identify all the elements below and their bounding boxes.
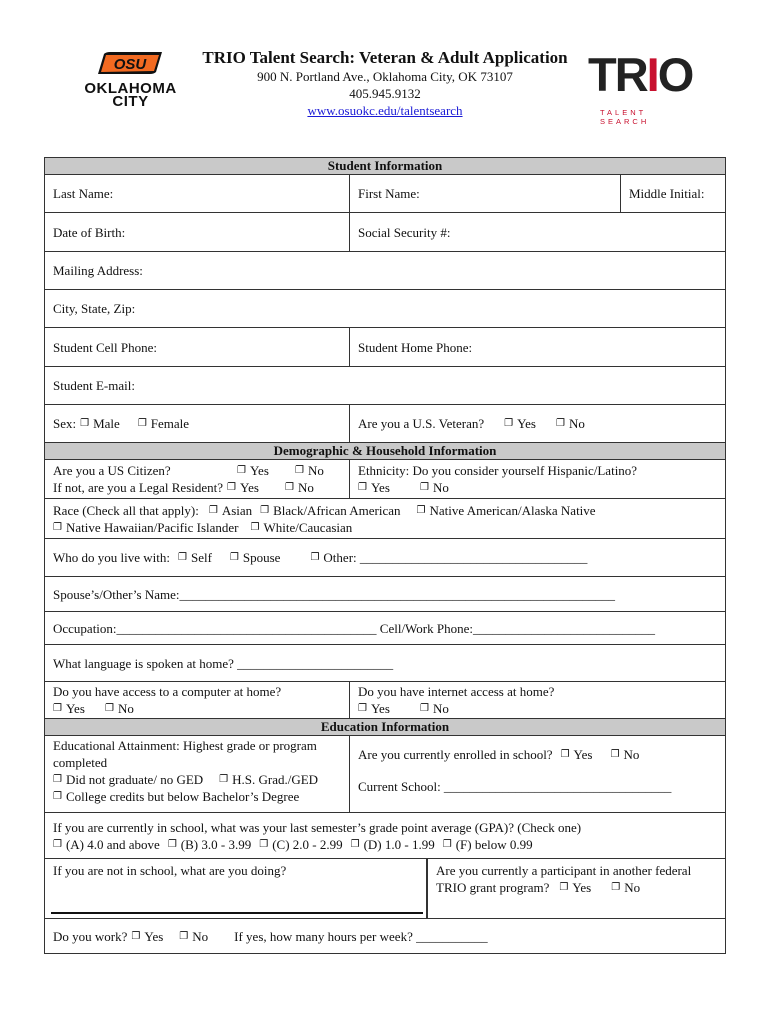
- veteran-no-label: No: [568, 416, 585, 431]
- gpa-a-option[interactable]: [53, 836, 160, 853]
- citizen-yes-option[interactable]: [237, 462, 295, 479]
- gpa-cell: [45, 813, 725, 858]
- race-hawaiian-label: Native Hawaiian/Pacific Islander: [65, 519, 239, 535]
- computer-yes-label: Yes: [65, 701, 85, 716]
- sex-label: Sex:: [53, 416, 77, 431]
- race-hawaiian-option[interactable]: [53, 519, 239, 536]
- spouse-name-field[interactable]: [45, 577, 725, 611]
- checkbox-icon[interactable]: ❐: [260, 504, 270, 516]
- ssn-field[interactable]: [350, 213, 725, 251]
- college-credits-label: College credits but below Bachelor’s Degree: [65, 789, 300, 804]
- race-white-option[interactable]: [251, 519, 353, 536]
- computer-yes-option[interactable]: [53, 700, 105, 717]
- dob-label: Date of Birth:: [53, 224, 126, 240]
- application-form: [44, 157, 726, 954]
- gpa-d-label: (D) 1.0 - 1.99: [363, 836, 435, 852]
- checkbox-icon[interactable]: ❐: [350, 838, 360, 850]
- attainment-question-line-2: completed: [53, 755, 108, 770]
- first-name-label: First Name:: [358, 186, 420, 201]
- gpa-row: [45, 813, 725, 859]
- race-asian-label: Asian: [221, 502, 253, 518]
- trio-letter-o: O: [657, 48, 693, 101]
- not-in-school-question: If you are not in school, what are you doing?: [53, 863, 287, 878]
- live-with-cell: [45, 539, 725, 576]
- attainment-row: [45, 736, 725, 813]
- veteran-yes-option[interactable]: [504, 415, 536, 432]
- internet-question: Do you have internet access at home?: [358, 684, 555, 699]
- hs-grad-option[interactable]: [219, 771, 318, 788]
- did-not-graduate-label: Did not graduate/ no GED: [65, 772, 204, 787]
- checkbox-icon[interactable]: ❐: [259, 838, 269, 850]
- mailing-row: [45, 252, 725, 290]
- osu-mark-text: OSU: [113, 56, 147, 73]
- attainment-question-line-1: Educational Attainment: Highest grade or program: [53, 738, 317, 753]
- race-asian-option[interactable]: [209, 502, 252, 519]
- citizen-row: [45, 460, 725, 499]
- spouse-name-row: [45, 577, 725, 612]
- citizen-cell: [45, 460, 350, 498]
- live-other-option[interactable]: [310, 549, 587, 566]
- dob-ssn-row: [45, 213, 725, 252]
- work-row: [45, 919, 725, 953]
- checkbox-icon[interactable]: ❐: [250, 521, 260, 533]
- middle-initial-label: Middle Initial:: [629, 186, 705, 201]
- checkbox-icon[interactable]: ❐: [53, 791, 62, 802]
- did-not-graduate-option[interactable]: [53, 771, 203, 788]
- checkbox-icon[interactable]: ❐: [504, 418, 514, 429]
- ethnicity-no-option[interactable]: [420, 479, 449, 496]
- sex-veteran-row: [45, 405, 725, 443]
- language-row: [45, 645, 725, 682]
- checkbox-icon[interactable]: ❐: [556, 418, 565, 429]
- gpa-c-label: (C) 2.0 - 2.99: [272, 836, 343, 852]
- work-yes-label: Yes: [144, 928, 164, 944]
- internet-yes-option[interactable]: [358, 700, 420, 717]
- race-label: Race (Check all that apply):: [53, 502, 199, 518]
- page-title: TRIO Talent Search: Veteran & Adult Application: [202, 48, 568, 67]
- race-black-label: Black/African American: [273, 502, 401, 518]
- not-in-school-cell: [45, 859, 427, 918]
- checkbox-icon[interactable]: ❐: [167, 838, 177, 850]
- cell-phone-label: Student Cell Phone:: [53, 339, 157, 355]
- phone-row: [45, 328, 725, 367]
- ethnicity-cell: [350, 460, 725, 498]
- osu-city-line-1: OKLAHOMA: [84, 80, 177, 97]
- occupation-label: Occupation:________________________________________ Cell/Work Phone:____________________________: [53, 620, 655, 636]
- gpa-c-option[interactable]: [259, 836, 342, 853]
- ethnicity-no-label: No: [432, 480, 449, 495]
- resident-question: If not, are you a Legal Resident?: [53, 480, 224, 495]
- computer-cell: [45, 682, 350, 718]
- last-name-label: Last Name:: [53, 186, 114, 201]
- veteran-cell: [350, 405, 725, 442]
- checkbox-icon[interactable]: ❐: [237, 465, 246, 476]
- live-spouse-option[interactable]: [230, 549, 281, 566]
- education-header: Education Information: [45, 719, 725, 736]
- citizen-yes-label: Yes: [249, 463, 269, 478]
- checkbox-icon[interactable]: ❐: [358, 482, 367, 493]
- checkbox-icon[interactable]: ❐: [611, 882, 621, 893]
- gpa-question: If you are currently in school, what was your last semester’s grade point average (GPA)? (Check one): [53, 819, 582, 835]
- email-row: [45, 367, 725, 405]
- checkbox-icon[interactable]: ❐: [310, 552, 320, 563]
- enrolled-cell: [350, 736, 725, 812]
- language-field[interactable]: [45, 645, 725, 681]
- header-address: 900 N. Portland Ave., Oklahoma City, OK 73107: [257, 69, 513, 84]
- internet-no-option[interactable]: [420, 700, 449, 717]
- language-label: What language is spoken at home? ________________________: [53, 655, 394, 671]
- enrolled-yes-option[interactable]: [561, 746, 605, 763]
- trio-letter-i: I: [646, 48, 658, 101]
- trio-participant-no-label: No: [624, 880, 641, 895]
- checkbox-icon[interactable]: ❐: [610, 749, 620, 760]
- trio-participant-yes-label: Yes: [572, 880, 592, 895]
- osu-city-wordmark: [68, 82, 193, 108]
- home-phone-label: Student Home Phone:: [358, 339, 473, 355]
- header-block: [190, 48, 580, 120]
- live-self-option[interactable]: [178, 549, 212, 566]
- resident-no-option[interactable]: [285, 479, 314, 496]
- resident-no-label: No: [297, 480, 314, 495]
- trio-subtitle: TALENT SEARCH: [600, 108, 650, 126]
- race-black-option[interactable]: [260, 502, 400, 519]
- trio-participant-no-option[interactable]: [611, 879, 640, 896]
- hours-question[interactable]: If yes, how many hours per week? ___________: [234, 928, 488, 944]
- occupation-field[interactable]: [45, 612, 725, 644]
- gpa-b-label: (B) 3.0 - 3.99: [180, 836, 252, 852]
- live-spouse-label: Spouse: [242, 550, 281, 565]
- work-no-label: No: [192, 928, 209, 944]
- checkbox-icon[interactable]: ❐: [53, 774, 62, 785]
- gpa-f-label: (F) below 0.99: [455, 836, 533, 852]
- enrolled-no-option[interactable]: [611, 746, 640, 763]
- checkbox-icon[interactable]: ❐: [229, 552, 239, 563]
- citizen-no-label: No: [307, 463, 324, 478]
- live-other-label: Other: ___________________________________: [323, 550, 588, 565]
- occupation-row: [45, 612, 725, 645]
- enrolled-yes-label: Yes: [573, 747, 593, 762]
- citizen-question: Are you a US Citizen?: [53, 463, 171, 478]
- osu-okc-logo: [68, 48, 193, 112]
- cell-phone-field[interactable]: [45, 328, 350, 366]
- last-name-field[interactable]: [45, 175, 350, 212]
- resident-yes-option[interactable]: [227, 479, 285, 496]
- checkbox-icon[interactable]: ❐: [358, 703, 367, 714]
- resident-yes-label: Yes: [239, 480, 259, 495]
- demographic-header: Demographic & Household Information: [45, 443, 725, 460]
- sex-cell: [45, 405, 350, 442]
- internet-cell: [350, 682, 725, 718]
- first-name-field[interactable]: [350, 175, 621, 212]
- checkbox-icon[interactable]: ❐: [53, 838, 62, 850]
- osu-city-line-2: CITY: [112, 93, 149, 110]
- veteran-question: Are you a U.S. Veteran?: [358, 416, 485, 431]
- checkbox-icon[interactable]: ❐: [208, 504, 218, 516]
- checkbox-icon[interactable]: ❐: [559, 882, 569, 893]
- trio-participant-yes-option[interactable]: [559, 879, 591, 896]
- home-phone-field[interactable]: [350, 328, 725, 366]
- checkbox-icon[interactable]: ❐: [285, 482, 294, 493]
- checkbox-icon[interactable]: ❐: [420, 482, 429, 493]
- checkbox-icon[interactable]: ❐: [227, 482, 236, 493]
- checkbox-icon[interactable]: ❐: [178, 552, 187, 563]
- checkbox-icon[interactable]: ❐: [131, 930, 141, 942]
- trio-participant-question-line-1: Are you currently a participant in another federal: [436, 863, 692, 878]
- ethnicity-question: Ethnicity: Do you consider yourself Hispanic/Latino?: [358, 463, 638, 478]
- veteran-no-option[interactable]: [556, 415, 585, 432]
- computer-no-label: No: [117, 701, 134, 716]
- checkbox-icon[interactable]: ❐: [53, 703, 62, 714]
- name-row: [45, 175, 725, 213]
- checkbox-icon[interactable]: ❐: [420, 703, 429, 714]
- enrolled-no-label: No: [623, 747, 640, 762]
- ssn-label: Social Security #:: [358, 224, 451, 240]
- checkbox-icon[interactable]: ❐: [179, 930, 189, 942]
- race-native-american-option[interactable]: [417, 502, 596, 519]
- computer-internet-row: [45, 682, 725, 719]
- sex-female-option[interactable]: [138, 415, 189, 432]
- citizen-no-option[interactable]: [295, 462, 324, 479]
- ethnicity-yes-label: Yes: [370, 480, 390, 495]
- college-credits-option[interactable]: [53, 788, 299, 805]
- work-no-option[interactable]: [179, 928, 208, 945]
- enrolled-question: Are you currently enrolled in school?: [358, 747, 553, 762]
- dob-field[interactable]: [45, 213, 350, 251]
- sex-female-label: Female: [150, 416, 190, 431]
- veteran-yes-label: Yes: [517, 416, 536, 431]
- trio-participant-cell: [427, 859, 725, 918]
- attainment-cell: [45, 736, 350, 812]
- hs-grad-label: H.S. Grad./GED: [232, 772, 319, 787]
- checkbox-icon[interactable]: ❐: [219, 774, 229, 785]
- checkbox-icon[interactable]: ❐: [105, 703, 114, 714]
- work-cell: [45, 919, 725, 953]
- work-yes-option[interactable]: [131, 928, 163, 945]
- header-phone: 405.945.9132: [349, 86, 421, 101]
- checkbox-icon[interactable]: ❐: [560, 749, 570, 760]
- live-self-label: Self: [190, 550, 212, 565]
- gpa-b-option[interactable]: [168, 836, 251, 853]
- checkbox-icon[interactable]: ❐: [137, 418, 147, 429]
- website-link[interactable]: www.osuokc.edu/talentsearch: [307, 103, 463, 118]
- checkbox-icon[interactable]: ❐: [295, 465, 304, 476]
- trio-wordmark: [588, 48, 693, 101]
- internet-no-label: No: [432, 701, 449, 716]
- middle-initial-field[interactable]: [621, 175, 725, 212]
- race-white-label: White/Caucasian: [263, 519, 353, 535]
- sex-male-option[interactable]: [80, 415, 120, 432]
- race-native-american-label: Native American/Alaska Native: [429, 502, 596, 518]
- email-field[interactable]: [45, 367, 725, 404]
- checkbox-icon[interactable]: ❐: [53, 521, 62, 533]
- checkbox-icon[interactable]: ❐: [80, 418, 90, 429]
- internet-yes-label: Yes: [370, 701, 390, 716]
- mailing-address-label: Mailing Address:: [53, 263, 143, 278]
- city-state-zip-label: City, State, Zip:: [53, 301, 136, 316]
- osu-brand-mark: [96, 50, 164, 76]
- student-info-header: Student Information: [45, 158, 725, 175]
- not-in-school-answer-line[interactable]: [51, 912, 423, 914]
- trio-logo: [588, 48, 693, 126]
- ethnicity-yes-option[interactable]: [358, 479, 420, 496]
- checkbox-icon[interactable]: ❐: [442, 838, 452, 850]
- race-cell: [45, 499, 725, 538]
- computer-question: Do you have access to a computer at home?: [53, 684, 282, 699]
- city-row: [45, 290, 725, 328]
- gpa-d-option[interactable]: [351, 836, 435, 853]
- gpa-a-label: (A) 4.0 and above: [65, 836, 160, 852]
- email-label: Student E-mail:: [53, 378, 135, 393]
- trio-participant-question-line-2: TRIO grant program?: [436, 880, 550, 895]
- mailing-address-field[interactable]: [45, 252, 725, 289]
- spouse-name-label: Spouse’s/Other’s Name:___________________________________________________________________: [53, 586, 615, 602]
- trio-letters-tr: TR: [588, 48, 647, 101]
- race-row: [45, 499, 725, 539]
- work-question: Do you work?: [53, 928, 128, 944]
- not-in-school-row: [45, 859, 725, 919]
- computer-no-option[interactable]: [105, 700, 134, 717]
- live-with-label: Who do you live with:: [53, 550, 170, 565]
- live-with-row: [45, 539, 725, 577]
- sex-male-label: Male: [93, 416, 120, 431]
- checkbox-icon[interactable]: ❐: [416, 504, 426, 516]
- current-school-field[interactable]: Current School: ___________________________________: [358, 779, 672, 794]
- city-state-zip-field[interactable]: [45, 290, 725, 327]
- gpa-f-option[interactable]: [443, 836, 533, 853]
